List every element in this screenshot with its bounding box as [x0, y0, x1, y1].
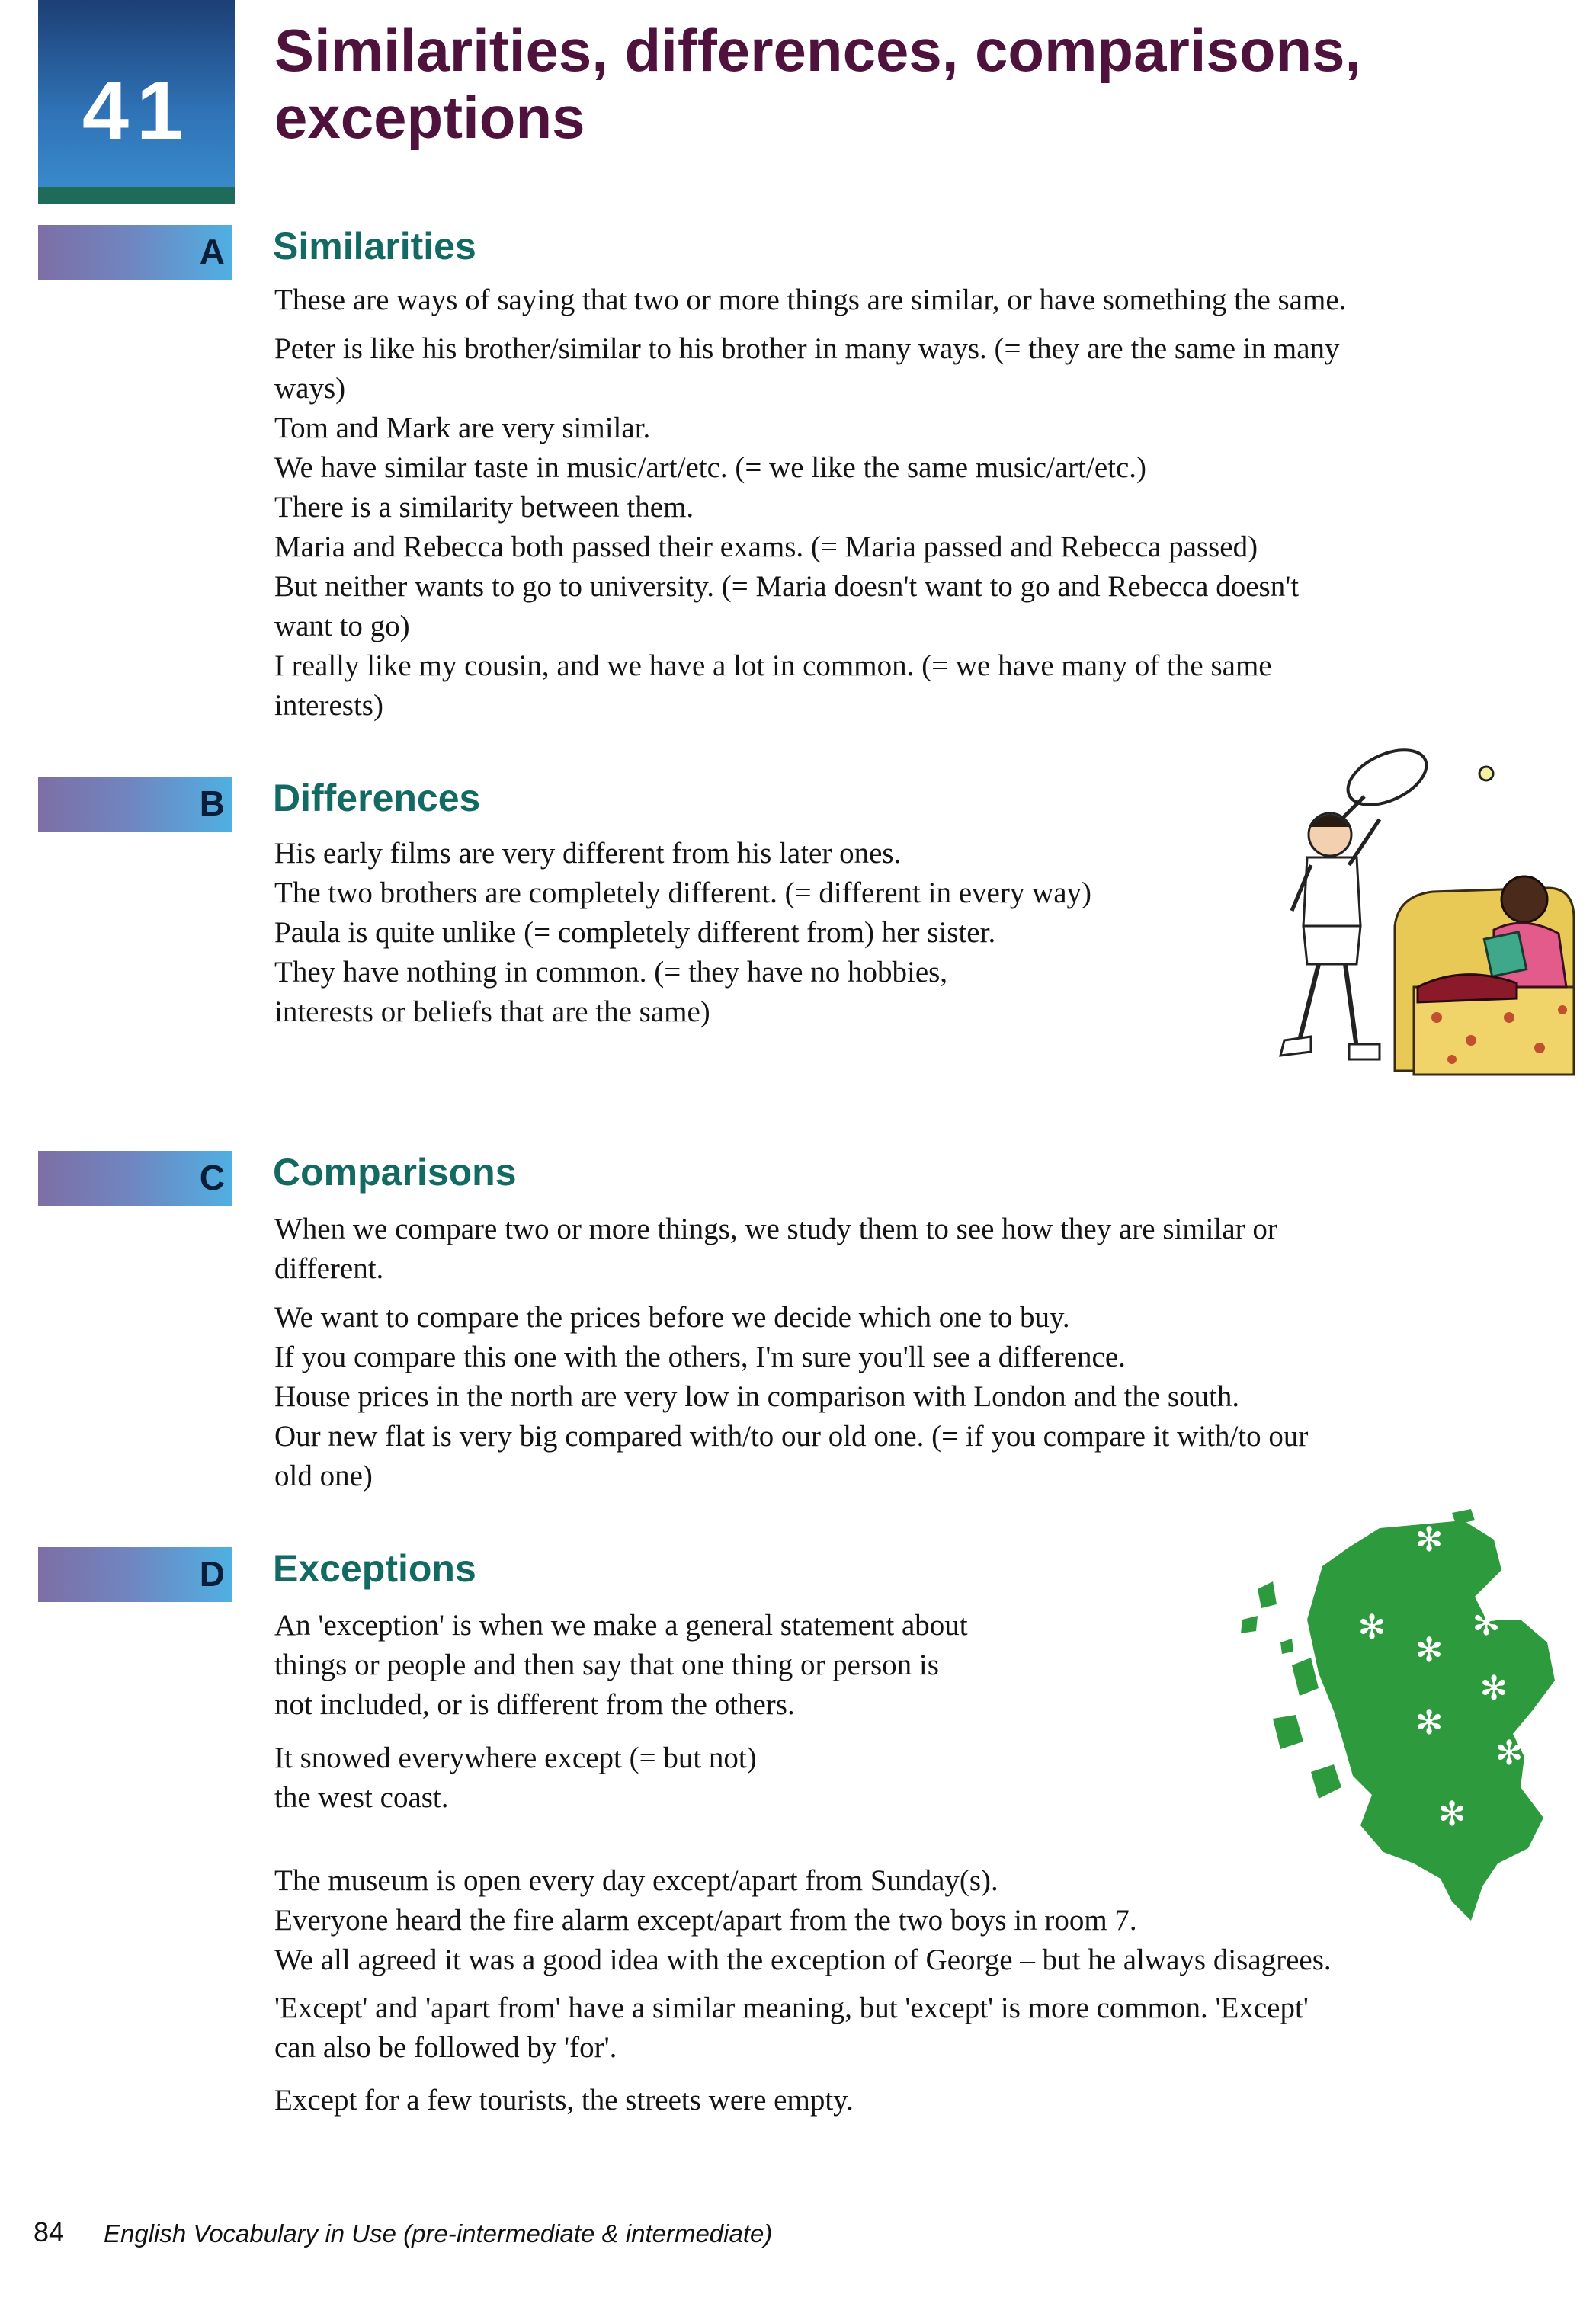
example-line: We want to compare the prices before we decide which one to buy.: [274, 1301, 1070, 1334]
section-c-intro: [274, 1210, 1277, 1289]
unit-number-box: [38, 0, 235, 204]
section-c-tab: [38, 1151, 232, 1206]
example-line: We all agreed it was a good idea with the exception of George – but he always disagrees.: [274, 1943, 1332, 1976]
section-b-heading: Differences: [273, 777, 481, 819]
section-d-letter: D: [199, 1554, 225, 1594]
example-line: The two brothers are completely different. (= different in every way): [274, 876, 1092, 909]
tennis-and-reading-illustration: [1265, 735, 1585, 1101]
example-line: They have nothing in common. (= they have no hobbies,: [274, 956, 948, 989]
section-a-intro: These are ways of saying that two or more things are similar, or have something the same.: [274, 284, 1347, 316]
section-b-tab: [38, 777, 232, 832]
example-line: The museum is open every day except/apart from Sunday(s).: [274, 1864, 998, 1897]
section-c-letter: C: [199, 1158, 225, 1197]
section-d-intro: [274, 1606, 968, 1725]
section-c-heading: Comparisons: [273, 1151, 517, 1194]
section-a-letter: A: [199, 232, 225, 271]
example-line: Maria and Rebecca both passed their exams. (= Maria passed and Rebecca passed): [274, 530, 1258, 563]
section-a-examples: [274, 329, 1340, 726]
intro-line: When we compare two or more things, we study them to see how they are similar or: [274, 1213, 1277, 1245]
svg-text:✻: ✻: [1415, 1520, 1444, 1559]
svg-text:✻: ✻: [1437, 1795, 1466, 1834]
example-line: Everyone heard the fire alarm except/apart from the two boys in room 7.: [274, 1904, 1137, 1937]
unit-number: 41: [82, 64, 191, 158]
section-c-examples: [274, 1298, 1308, 1496]
section-a-tab: [38, 225, 232, 280]
example-line: His early films are very different from his later ones.: [274, 837, 902, 870]
section-d-heading: Exceptions: [273, 1547, 476, 1590]
section-d-example: [274, 1738, 757, 1818]
intro-line: not included, or is different from the others.: [274, 1688, 795, 1721]
example-line: old one): [274, 1460, 373, 1492]
example-line: Peter is like his brother/similar to his brother in many ways. (= they are the same in many: [274, 332, 1340, 365]
example-line: the west coast.: [274, 1781, 449, 1814]
section-b-letter: B: [199, 783, 225, 823]
example-line: Our new flat is very big compared with/to our old one. (= if you compare it with/to our: [274, 1420, 1309, 1453]
page-number: 84: [34, 2216, 65, 2248]
example-line: If you compare this one with the others, I'm sure you'll see a difference.: [274, 1341, 1126, 1373]
example-line: Tom and Mark are very similar.: [274, 412, 651, 444]
svg-text:✻: ✻: [1472, 1604, 1501, 1643]
note-line: 'Except' and 'apart from' have a similar meaning, but 'except' is more common. 'Except': [274, 1992, 1309, 2024]
unit-title: Similarities, differences, comparisons, exceptions: [274, 17, 1362, 151]
intro-line: things or people and then say that one thing or person is: [274, 1649, 939, 1681]
book-title: English Vocabulary in Use (pre-intermediate & intermediate): [104, 2219, 773, 2248]
intro-line: different.: [274, 1252, 384, 1285]
svg-text:✻: ✻: [1357, 1608, 1386, 1647]
example-line: We have similar taste in music/art/etc. (= we like the same music/art/etc.): [274, 451, 1147, 484]
svg-text:✻: ✻: [1479, 1669, 1508, 1708]
example-line: interests or beliefs that are the same): [274, 995, 710, 1028]
section-d-examples: [274, 1861, 1332, 1980]
svg-text:✻: ✻: [1495, 1734, 1524, 1773]
note-line: can also be followed by 'for'.: [274, 2031, 617, 2064]
example-line: Paula is quite unlike (= completely different from) her sister.: [274, 916, 996, 949]
example-line: ways): [274, 372, 346, 405]
example-line: I really like my cousin, and we have a lot in common. (= we have many of the same: [274, 649, 1272, 682]
intro-line: An 'exception' is when we make a general statement about: [274, 1609, 968, 1642]
section-a-heading: Similarities: [273, 225, 476, 268]
unit-box-bar: [38, 187, 235, 204]
example-line: It snowed everywhere except (= but not): [274, 1742, 757, 1774]
section-d-tab: [38, 1547, 232, 1602]
svg-text:✻: ✻: [1415, 1631, 1444, 1670]
section-d-final-example: Except for a few tourists, the streets were empty.: [274, 2084, 854, 2117]
example-line: There is a similarity between them.: [274, 491, 694, 524]
example-line: want to go): [274, 610, 410, 642]
svg-text:✻: ✻: [1415, 1703, 1444, 1742]
example-line: House prices in the north are very low in comparison with London and the south.: [274, 1380, 1240, 1413]
example-line: But neither wants to go to university. (= Maria doesn't want to go and Rebecca doesn't: [274, 570, 1300, 603]
section-b-examples: [274, 834, 1091, 1032]
section-d-note: [274, 1988, 1309, 2068]
example-line: interests): [274, 689, 383, 722]
